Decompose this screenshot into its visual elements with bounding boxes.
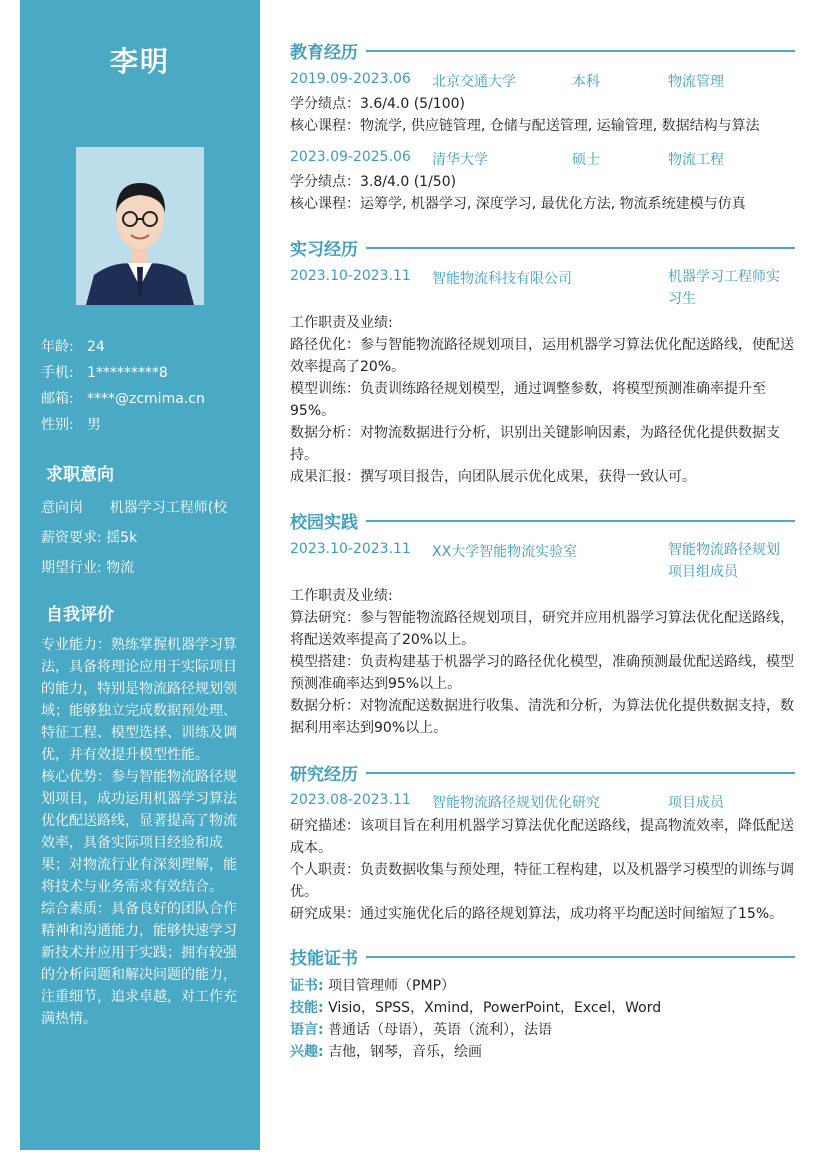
self-eval-p2: 核心优势：参与智能物流路径规划项目，成功运用机器学习算法优化配送路线，显著提高了物流效率，具备实际项目经验和成果；对物流行业有深刻理解，能将技术与业务需求有效结合。 bbox=[41, 769, 237, 895]
edu-2-courses: 核心课程：运筹学, 机器学习, 深度学习, 最优化方法, 物流系统建模与仿真 bbox=[290, 196, 746, 212]
internship-details: 工作职责及业绩: 路径优化：参与智能物流路径规划项目，运用机器学习算法优化配送路线，使配送效率提高了20%。 模型训练：负责训练路径规划模型，通过调整参数，将模型预测准确率提升至95%。 数据分析：对物流数据进行分析，识别出关键影响因素，为路径优化提供数据支持。 成果汇报：撰写项目报告，向团队展示优化成果，获得一致认可。 bbox=[290, 315, 794, 485]
intent-industry: 期望行业: 物流 bbox=[41, 560, 135, 576]
internship-header: 实习经历 bbox=[290, 235, 795, 260]
email-row: 邮箱: ****@zcmima.cn bbox=[41, 391, 205, 407]
campus-details: 工作职责及业绩: 算法研究：参与智能物流路径规划项目，研究并应用机器学习算法优化配送路线，将配送效率提高了20%以上。 模型搭建：负责构建基于机器学习的路径优化模型，准确预测最优配送路线，模型预测准确率达到95%以上。 数据分析：对物流配送数据进行收集、清洗和分析，为算法优化提供数据支持，数据利用率达到90%以上。 bbox=[290, 588, 794, 736]
divider bbox=[366, 956, 795, 958]
intent-position: 意向岗 机器学习工程师(校 bbox=[41, 500, 228, 516]
edu-1-courses: 核心课程：物流学, 供应链管理, 仓储与配送管理, 运输管理, 数据结构与算法 bbox=[290, 118, 760, 134]
lang-row: 语言: 普通话（母语），英语（流利），法语 bbox=[290, 1022, 553, 1038]
cert-row: 证书: 项目管理师（PMP） bbox=[290, 978, 456, 994]
education-header: 教育经历 bbox=[290, 38, 795, 63]
sidebar bbox=[20, 0, 260, 1150]
intent-title: 求职意向 bbox=[46, 465, 114, 485]
edu-2-gpa: 学分绩点：3.8/4.0 (1/50) bbox=[290, 174, 457, 190]
divider bbox=[366, 520, 795, 522]
research-details: 研究描述：该项目旨在利用机器学习算法优化配送路线，提高物流效率，降低配送成本。 个人职责：负责数据收集与预处理，特征工程构建，以及机器学习模型的训练与调优。 研究成果：通过实施优化后的路径规划算法，成功将平均配送时间缩短了15%。 bbox=[290, 818, 794, 922]
research-header: 研究经历 bbox=[290, 760, 795, 785]
email-value: ****@zcmima.cn bbox=[87, 391, 205, 407]
tech-row: 技能: Visio，SPSS，Xmind，PowerPoint，Excel，Word bbox=[290, 1000, 662, 1016]
age-row: 年龄: 24 bbox=[41, 339, 105, 355]
divider bbox=[366, 772, 795, 774]
edu-1-gpa: 学分绩点：3.6/4.0 (5/100) bbox=[290, 96, 465, 112]
skills-header: 技能证书 bbox=[290, 944, 795, 969]
profile-photo bbox=[76, 147, 204, 305]
divider bbox=[366, 247, 795, 249]
divider bbox=[366, 50, 795, 52]
intent-salary: 薪资要求: 揺5k bbox=[41, 530, 138, 546]
gender-value: 男 bbox=[87, 417, 101, 433]
basic-info bbox=[41, 334, 205, 438]
candidate-name: 李明 bbox=[109, 45, 170, 78]
phone-row: 手机: 1*********8 bbox=[41, 365, 168, 381]
age-value: 24 bbox=[87, 339, 105, 355]
self-eval-p3: 综合素质：具备良好的团队合作精神和沟通能力，能够快速学习新技术并应用于实践；拥有较强的分析问题和解决问题的能力，注重细节，追求卓越，对工作充满热情。 bbox=[41, 901, 237, 1027]
avatar-icon bbox=[76, 147, 204, 305]
self-eval-p1: 专业能力：熟练掌握机器学习算法，具备将理论应用于实际项目的能力，特别是物流路径规划领域；能够独立完成数据预处理、特征工程、模型选择、训练及调优，并有效提升模型性能。 bbox=[41, 637, 237, 763]
self-eval-title: 自我评价 bbox=[46, 605, 114, 625]
gender-row: 性别: 男 bbox=[41, 417, 101, 433]
hobby-row: 兴趣: 吉他，钢琴，音乐，绘画 bbox=[290, 1044, 483, 1060]
skills-list bbox=[290, 975, 795, 1063]
self-eval-text bbox=[41, 634, 241, 1030]
phone-value: 1*********8 bbox=[87, 365, 168, 381]
campus-header: 校园实践 bbox=[290, 508, 795, 533]
